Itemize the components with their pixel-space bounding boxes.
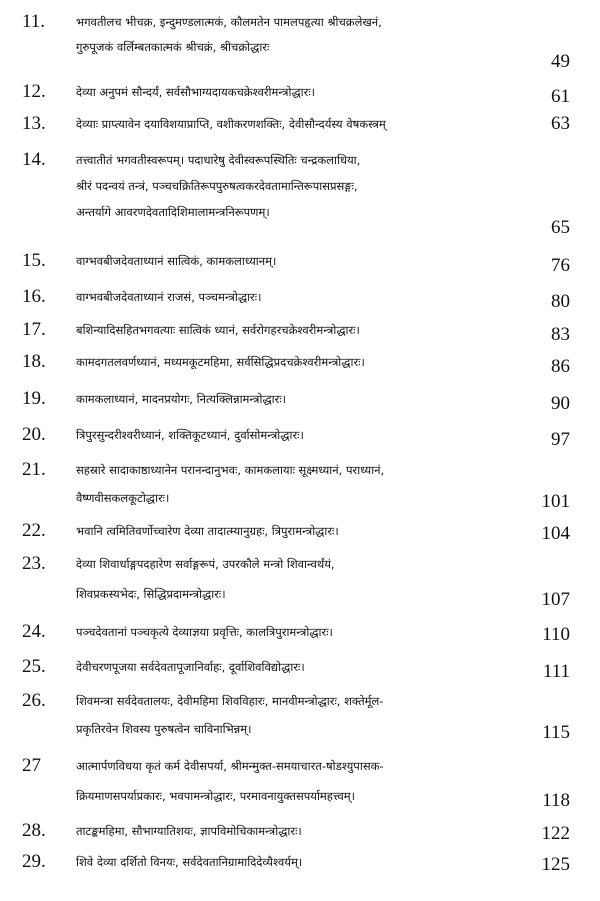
entry-number: 15. [22, 250, 46, 271]
entry-page-number: 101 [541, 491, 570, 512]
entry-page-number: 83 [551, 324, 570, 345]
entry-number: 13. [22, 113, 46, 134]
entry-title-line: देवीचरणपूजया सर्वदेवतापूजानिर्वाहः, दूर्वाशिवविद्योद्धारः। [76, 660, 305, 674]
entry-title-line: शिवप्रकस्यभेदः, सिद्धिप्रदामन्त्रोद्धारः। [76, 587, 226, 601]
entry-number: 19. [22, 388, 46, 409]
entry-title-line: अन्तर्यागे आवरणदेवतादिशिमालामन्त्रनिरूपणम्। [76, 205, 270, 219]
entry-number: 22. [22, 520, 46, 541]
entry-number: 23. [22, 553, 46, 574]
entry-title-line: देव्या शिवार्धाङ्गपदहारेण सर्वाङ्गरूपं, उपरकौले मन्त्रो शिवान्वर्थंयं, [76, 557, 335, 571]
entry-number: 26. [22, 690, 46, 711]
entry-title-line: आत्मार्पणविधया कृतं कर्म देवीसपर्या, श्रीमन्मुक्त-समयाचारत-षोडश्युपासक- [76, 759, 384, 773]
entry-title-line: बशिन्यादिसहितभगवत्याः सात्विकं ध्यानं, सर्वरोगहरचक्रेश्वरीमन्त्रोद्धारः। [76, 323, 360, 337]
entry-number: 16. [22, 286, 46, 307]
entry-title-line: वाग्भवबीजदेवताध्यानं राजसं, पञ्चमन्त्रोद्धारः। [76, 290, 262, 304]
entry-number: 27 [22, 755, 41, 776]
entry-number: 29. [22, 851, 46, 872]
entry-page-number: 90 [551, 393, 570, 414]
entry-page-number: 86 [551, 356, 570, 377]
entry-page-number: 110 [542, 624, 570, 645]
entry-title-line: कामकलाध्यानं, मादनप्रयोगः, नित्यक्लिन्नामन्त्रोद्धारः। [76, 392, 287, 406]
entry-page-number: 65 [551, 217, 570, 238]
entry-page-number: 107 [541, 589, 570, 610]
entry-title-line: तत्त्वातीतं भगवतीस्वरूपम्। पदाधारेषु देवीस्वरूपस्थितिः चन्द्रकलाधिया, [76, 153, 361, 167]
entry-page-number: 61 [551, 86, 570, 107]
entry-page-number: 80 [551, 291, 570, 312]
entry-title-line: भवानि त्वमितिवर्णोच्चारेण देव्या तादात्म्यानुग्रहः, त्रिपुरामन्त्रोद्धारः। [76, 524, 339, 538]
entry-number: 12. [22, 81, 46, 102]
entry-title-line: त्रिपुरसुन्दरीश्वरीध्यानं, शक्तिकूटध्यानं, दुर्वासोमन्त्रोद्धारः। [76, 428, 304, 442]
entry-page-number: 104 [541, 523, 570, 544]
entry-number: 28. [22, 820, 46, 841]
entry-number: 18. [22, 351, 46, 372]
entry-title-line: गुरुपूजकं वर्लिम्बतकात्मकं श्रीचक्रं, श्रीचक्रोद्धारः [76, 40, 270, 54]
entry-title-line: वैष्णवीसकलकूटोद्धारः। [76, 491, 170, 505]
entry-title-line: वाग्भवबीजदेवताध्यानं सात्विकं, कामकलाध्यानम्। [76, 254, 277, 268]
entry-number: 21. [22, 459, 46, 480]
entry-number: 11. [22, 11, 46, 32]
entry-title-line: प्रकृतिरवेन शिवस्य पुरुषत्वेन चाविनाभिन्नम्। [76, 722, 252, 736]
entry-page-number: 111 [542, 661, 570, 682]
entry-page-number: 125 [541, 854, 570, 875]
entry-page-number: 118 [542, 790, 570, 811]
entry-number: 14. [22, 149, 46, 170]
entry-page-number: 115 [542, 722, 570, 743]
entry-title-line: भगवतीलच भीचक्र, इन्दुमण्डलात्मकं, कौलमतेन पामलपहृत्या श्रीचक्रलेखनं, [76, 15, 382, 29]
entry-number: 24. [22, 621, 46, 642]
entry-number: 25. [22, 656, 46, 677]
entry-number: 17. [22, 319, 46, 340]
entry-title-line: पञ्चदेवतानां पञ्चकृत्ये देव्याज्ञया प्रवृत्तिः, कालत्रिपुरामन्त्रोद्धारः। [76, 625, 333, 639]
entry-page-number: 63 [551, 113, 570, 134]
entry-page-number: 49 [551, 51, 570, 72]
entry-title-line: देव्या अनुपमं सौन्दर्यं, सर्वसौभाग्यदायकचक्रेश्वरीमन्त्रोद्धारः। [76, 85, 316, 99]
entry-page-number: 76 [551, 255, 570, 276]
entry-title-line: कामदगतलवर्णध्यानं, मध्यमकूटमहिमा, सर्वसिद्धिप्रदचक्रेश्वरीमन्त्रोद्धारः। [76, 355, 365, 369]
entry-page-number: 97 [551, 429, 570, 450]
entry-title-line: सहस्रारे सादाकाष्ठाध्यानेन परानन्दानुभवः, कामकलायाः सूक्ष्मध्यानं, पराध्यानं, [76, 463, 385, 477]
entry-title-line: देव्याः प्राप्त्यावेन दयाविशयाप्राप्ति, वशीकरणशक्तिः, देवीसौन्दर्यस्य वेषकस्त्रम् [76, 117, 386, 131]
entry-title-line: श्रीरं पदन्वयं तन्त्रं, पञ्चचक्रितिरूपपुरुषत्वकरदेवतामान्तिरूपासप्रसङ्गः, [76, 179, 358, 193]
entry-title-line: ताटङ्कमहिमा, सौभाग्यातिशयः, ज्ञापविमोचिकामन्त्रोद्धारः। [76, 824, 302, 838]
entry-title-line: शिवमन्त्रा सर्वदेवतालयः, देवीमहिमा शिवविहारः, मानवीमन्त्रोद्धारः, शक्तेर्मूल- [76, 694, 384, 708]
entry-title-line: क्रियमाणसपर्याप्रकारः, भवपामन्त्रोद्धारः, परमावनायुक्तसपर्यामहत्त्वम्। [76, 789, 355, 803]
entry-page-number: 122 [541, 823, 570, 844]
entry-number: 20. [22, 424, 46, 445]
entry-title-line: शिवे देव्या दर्शितो विनयः, सर्वदेवतानिग्रामादिदेव्यैश्वर्यम्। [76, 855, 303, 869]
